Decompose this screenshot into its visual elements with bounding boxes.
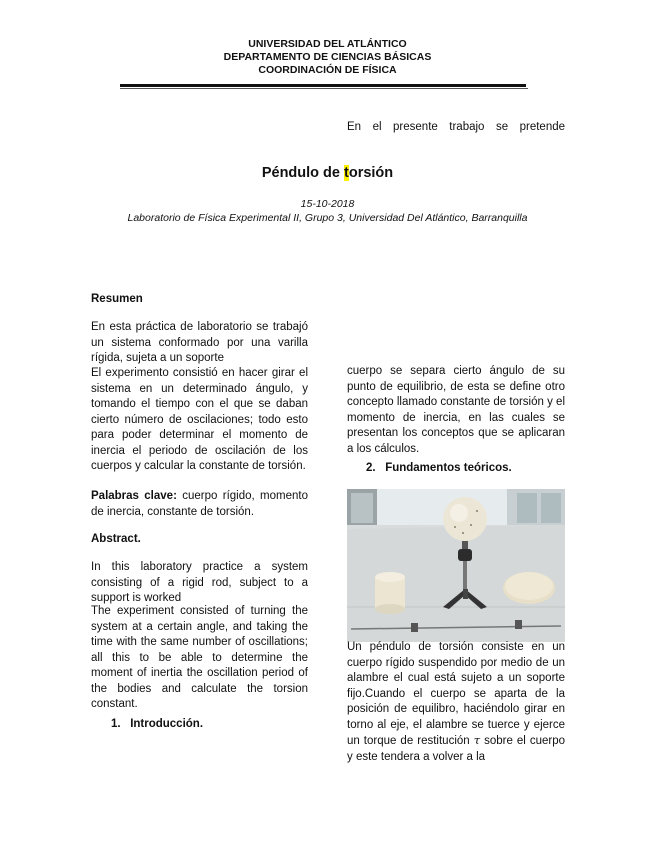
title-part2: orsión	[348, 165, 394, 181]
resumen-p2: El experimento consistió en hacer girar el sistema en un determinado ángulo, y tomando el tiempo con el que se daban cierto número de oscilaciones; todo esto para poder determinar el momento de inercia el periodo de oscilación de los cuerpos y calcular la constante de torsión.	[91, 367, 308, 472]
right-col-p2-a: Un péndulo de torsión consiste en un cuerpo rígido suspendido por medio de un alambre el cual está sujeto a un soporte fijo.Cuando el cuerpo se aparta de la posición de equilibro, haciéndolo girar en torno al eje, el alambre se tuerce y ejerce un torque de restitución	[347, 641, 565, 747]
fundamentos-number: 2.	[366, 462, 376, 474]
intro-fragment: En el presente trabajo se pretende	[347, 121, 565, 133]
title-part1: Péndulo de	[261, 165, 344, 181]
paper-title	[0, 165, 655, 181]
university-name: UNIVERSIDAD DEL ATLÁNTICO	[248, 38, 407, 50]
right-col-p2-b: sobre el cuerpo y este tendera a volver a la	[347, 735, 565, 763]
abstract-p1: In this laboratory practice a system consisting of a rigid rod, subject to a support is worked	[91, 561, 308, 604]
keywords	[91, 489, 308, 520]
intro-section-heading	[111, 718, 203, 730]
intro-section-number: 1.	[111, 718, 121, 730]
tau-symbol: τ	[473, 733, 481, 747]
paper-affiliation: Laboratorio de Física Experimental II, Grupo 3, Universidad Del Atlántico, Barranquilla	[127, 212, 528, 224]
title-highlight: t	[344, 165, 349, 181]
resumen-p1: En esta práctica de laboratorio se trabajó un sistema conformado por una varilla rígida, sujeta a un soporte	[91, 321, 308, 364]
right-col-p1: cuerpo se separa cierto ángulo de su punto de equilibrio, de esta se define otro concepto llamado constante de torsión y el momento de inercia, en las cuales se presentan los conceptos que se aplicaran a los cálculos.	[347, 365, 565, 455]
abstract-heading: Abstract.	[91, 533, 141, 545]
paper-date: 15-10-2018	[300, 198, 355, 210]
torsion-pendulum-photo	[347, 489, 565, 642]
header-rule-thick	[120, 84, 526, 87]
header-rule-thin	[120, 88, 528, 89]
abstract-p2: The experiment consisted of turning the system at a certain angle, and taking the time with the same number of oscillations; all this to be able to determine the moment of inertia the oscillation period of the bodies and calculate the torsion constant.	[91, 605, 308, 710]
department-name: DEPARTAMENTO DE CIENCIAS BÁSICAS	[223, 51, 432, 63]
right-col-p2	[347, 640, 565, 765]
keywords-text: cuerpo rígido, momento de inercia, constante de torsión.	[91, 490, 308, 518]
keywords-label: Palabras clave:	[91, 490, 177, 502]
coordination-name: COORDINACIÓN DE FÍSICA	[258, 64, 397, 76]
fundamentos-title: Fundamentos teóricos.	[385, 462, 512, 474]
fundamentos-heading	[366, 462, 512, 474]
intro-section-title: Introducción.	[130, 718, 204, 730]
resumen-heading: Resumen	[91, 293, 143, 305]
